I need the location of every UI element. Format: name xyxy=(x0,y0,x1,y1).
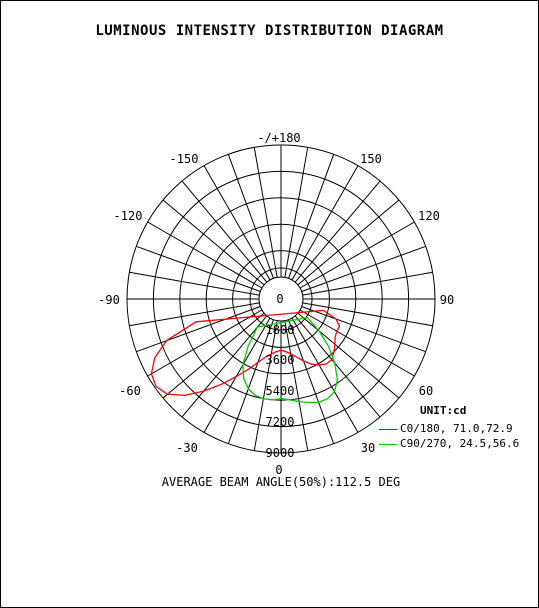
angle-label-p60: 60 xyxy=(418,384,434,398)
ring-label-1800: 1800 xyxy=(265,323,295,337)
angle-label-m30: -30 xyxy=(176,441,198,455)
angle-label-p120: 120 xyxy=(418,209,440,223)
legend-label-c0: C0/180, 71.0,72.9 xyxy=(400,422,513,435)
legend-label-c90: C90/270, 24.5,56.6 xyxy=(400,437,520,450)
legend-item-c90 xyxy=(379,437,519,450)
chart-title: LUMINOUS INTENSITY DISTRIBUTION DIAGRAM xyxy=(95,23,444,39)
grid-spoke xyxy=(298,200,399,285)
legend-swatch-c0 xyxy=(379,429,397,430)
ring-label-7200: 7200 xyxy=(265,415,295,429)
grid-spoke xyxy=(163,200,264,285)
unit-label: UNIT:cd xyxy=(420,404,467,417)
ring-label-9000: 9000 xyxy=(265,446,295,460)
angle-label-top: -/+180 xyxy=(257,131,301,145)
angle-label-m60: -60 xyxy=(119,384,141,398)
angle-label-p30: 30 xyxy=(360,441,376,455)
grid-spoke xyxy=(182,181,267,282)
legend-swatch-c90 xyxy=(379,444,397,445)
ring-label-3600: 3600 xyxy=(265,353,295,367)
grid-spoke xyxy=(295,181,380,282)
angle-label-m120: -120 xyxy=(113,209,143,223)
ring-label-0: 0 xyxy=(276,292,284,306)
grid-spoke xyxy=(298,313,399,398)
polar-chart xyxy=(1,1,538,607)
angle-label-p90: 90 xyxy=(439,293,455,307)
angle-label-m150: -150 xyxy=(169,152,199,166)
grid-spoke xyxy=(182,316,267,417)
grid-spoke xyxy=(163,313,264,398)
ring-label-5400: 5400 xyxy=(265,384,295,398)
angle-label-p150: 150 xyxy=(360,152,382,166)
angle-label-m90: -90 xyxy=(98,293,120,307)
angle-label-zero: 0 xyxy=(275,463,283,477)
legend-item-c0 xyxy=(379,422,513,435)
beam-angle-text: AVERAGE BEAM ANGLE(50%):112.5 DEG xyxy=(161,475,401,489)
